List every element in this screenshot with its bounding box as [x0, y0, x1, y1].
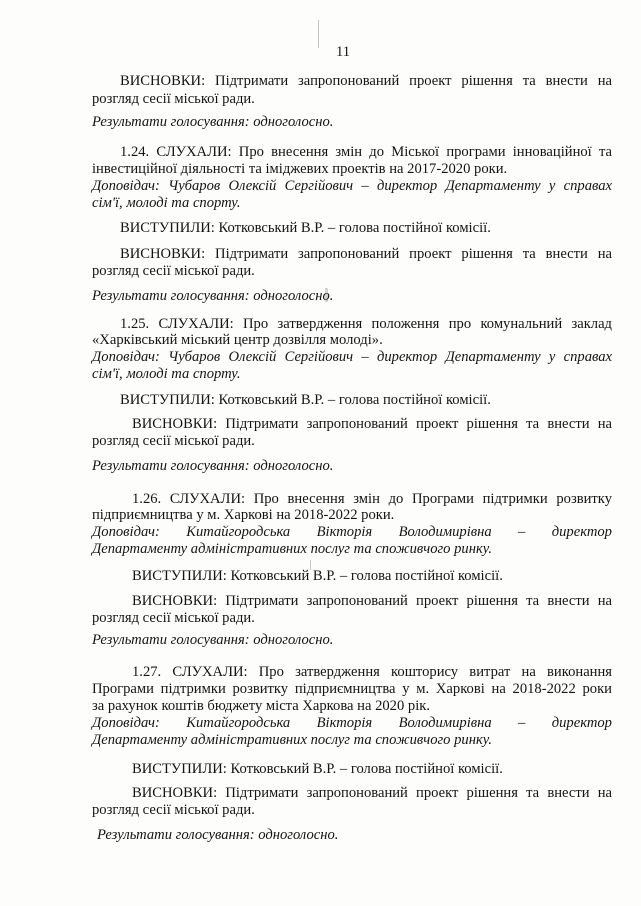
- text-line: [132, 592, 612, 610]
- text-content: 1.24. СЛУХАЛИ: Про внесення змін до Міської програми інноваційної та: [120, 144, 612, 160]
- text-line: Департаменту адміністративних послуг та споживчого ринку.: [92, 732, 492, 748]
- text-line: «Харківський міський центр дозвілля молоді».: [92, 332, 383, 348]
- text-line: розгляд сесії міської ради.: [92, 263, 255, 279]
- text-content: Доповідач: Чубаров Олексій Сергійович – директор Департаменту у справах: [92, 178, 612, 194]
- text-line: Результати голосування: одноголосно.: [92, 288, 334, 304]
- text-line: розгляд сесії міської ради.: [92, 610, 255, 626]
- scan-artifact: [310, 560, 311, 570]
- text-word: Китайгородська: [186, 715, 291, 731]
- text-content: Програми підтримки розвитку підприємництва у м. Харкові на 2018-2022 роки: [92, 681, 612, 697]
- text-line: сім'ї, молоді та спорту.: [92, 195, 241, 211]
- text-content: 1.25. СЛУХАЛИ: Про затвердження положення про комунальний заклад: [120, 316, 612, 332]
- text-line: ВИСТУПИЛИ: Котковський В.Р. – голова постійної комісії.: [132, 568, 503, 584]
- text-line: Результати голосування: одноголосно.: [92, 114, 334, 130]
- text-line: ВИСТУПИЛИ: Котковський В.Р. – голова постійної комісії.: [120, 220, 491, 236]
- text-content: 1.26. СЛУХАЛИ: Про внесення змін до Програми підтримки розвитку: [132, 491, 612, 507]
- scan-artifact: [318, 20, 319, 48]
- text-line: [120, 245, 612, 263]
- text-line: [120, 143, 612, 161]
- text-line: підприємництва у м. Харкові на 2018-2022 роки.: [92, 507, 395, 523]
- text-line: ВИСТУПИЛИ: Котковський В.Р. – голова постійної комісії.: [132, 761, 503, 777]
- text-content: ВИСНОВКИ: Підтримати запропонований проект рішення та внести на: [120, 246, 612, 262]
- text-word: Доповідач:: [92, 715, 160, 731]
- text-line: інвестиційної діяльності та іміджевих проектів на 2017-2020 роки.: [92, 161, 508, 177]
- text-line: [132, 784, 612, 802]
- text-word: –: [518, 524, 526, 540]
- text-content: ВИСНОВКИ: Підтримати запропонований проект рішення та внести на: [132, 416, 612, 432]
- text-line: Результати голосування: одноголосно.: [92, 458, 334, 474]
- text-word: Вікторія: [316, 524, 373, 540]
- text-line: розгляд сесії міської ради.: [92, 91, 255, 107]
- text-word: Вікторія: [316, 715, 373, 731]
- text-line: ВИСТУПИЛИ: Котковський В.Р. – голова постійної комісії.: [120, 392, 491, 408]
- text-line: за рахунок коштів бюджету міста Харкова на 2020 рік.: [92, 698, 431, 714]
- text-line: [92, 523, 612, 541]
- text-line: розгляд сесії міської ради.: [92, 802, 255, 818]
- text-line: [92, 348, 612, 366]
- text-word: –: [518, 715, 526, 731]
- text-word: директор: [551, 524, 612, 540]
- text-line: Департаменту адміністративних послуг та споживчого ринку.: [92, 541, 492, 557]
- text-line: [120, 72, 612, 90]
- text-word: директор: [551, 715, 612, 731]
- text-line: сім'ї, молоді та спорту.: [92, 366, 241, 382]
- text-word: Володимирівна: [398, 524, 492, 540]
- text-content: ВИСНОВКИ: Підтримати запропонований проект рішення та внести на: [120, 73, 612, 89]
- scan-artifact: [325, 288, 328, 302]
- text-line: розгляд сесії міської ради.: [92, 433, 255, 449]
- text-line: Результати голосування: одноголосно.: [97, 827, 339, 843]
- text-word: Володимирівна: [398, 715, 492, 731]
- text-word: Китайгородська: [186, 524, 291, 540]
- page-number: 11: [336, 44, 351, 60]
- text-line: [92, 680, 612, 698]
- text-line: Результати голосування: одноголосно.: [92, 632, 334, 648]
- text-content: Доповідач: Чубаров Олексій Сергійович – директор Департаменту у справах: [92, 349, 612, 365]
- text-content: ВИСНОВКИ: Підтримати запропонований проект рішення та внести на: [132, 785, 612, 801]
- text-line: [92, 714, 612, 732]
- text-content: 1.27. СЛУХАЛИ: Про затвердження кошторису витрат на виконання: [132, 664, 612, 680]
- text-content: ВИСНОВКИ: Підтримати запропонований проект рішення та внести на: [132, 593, 612, 609]
- text-line: [132, 663, 612, 681]
- text-line: [92, 177, 612, 195]
- text-line: [132, 415, 612, 433]
- text-word: Доповідач:: [92, 524, 160, 540]
